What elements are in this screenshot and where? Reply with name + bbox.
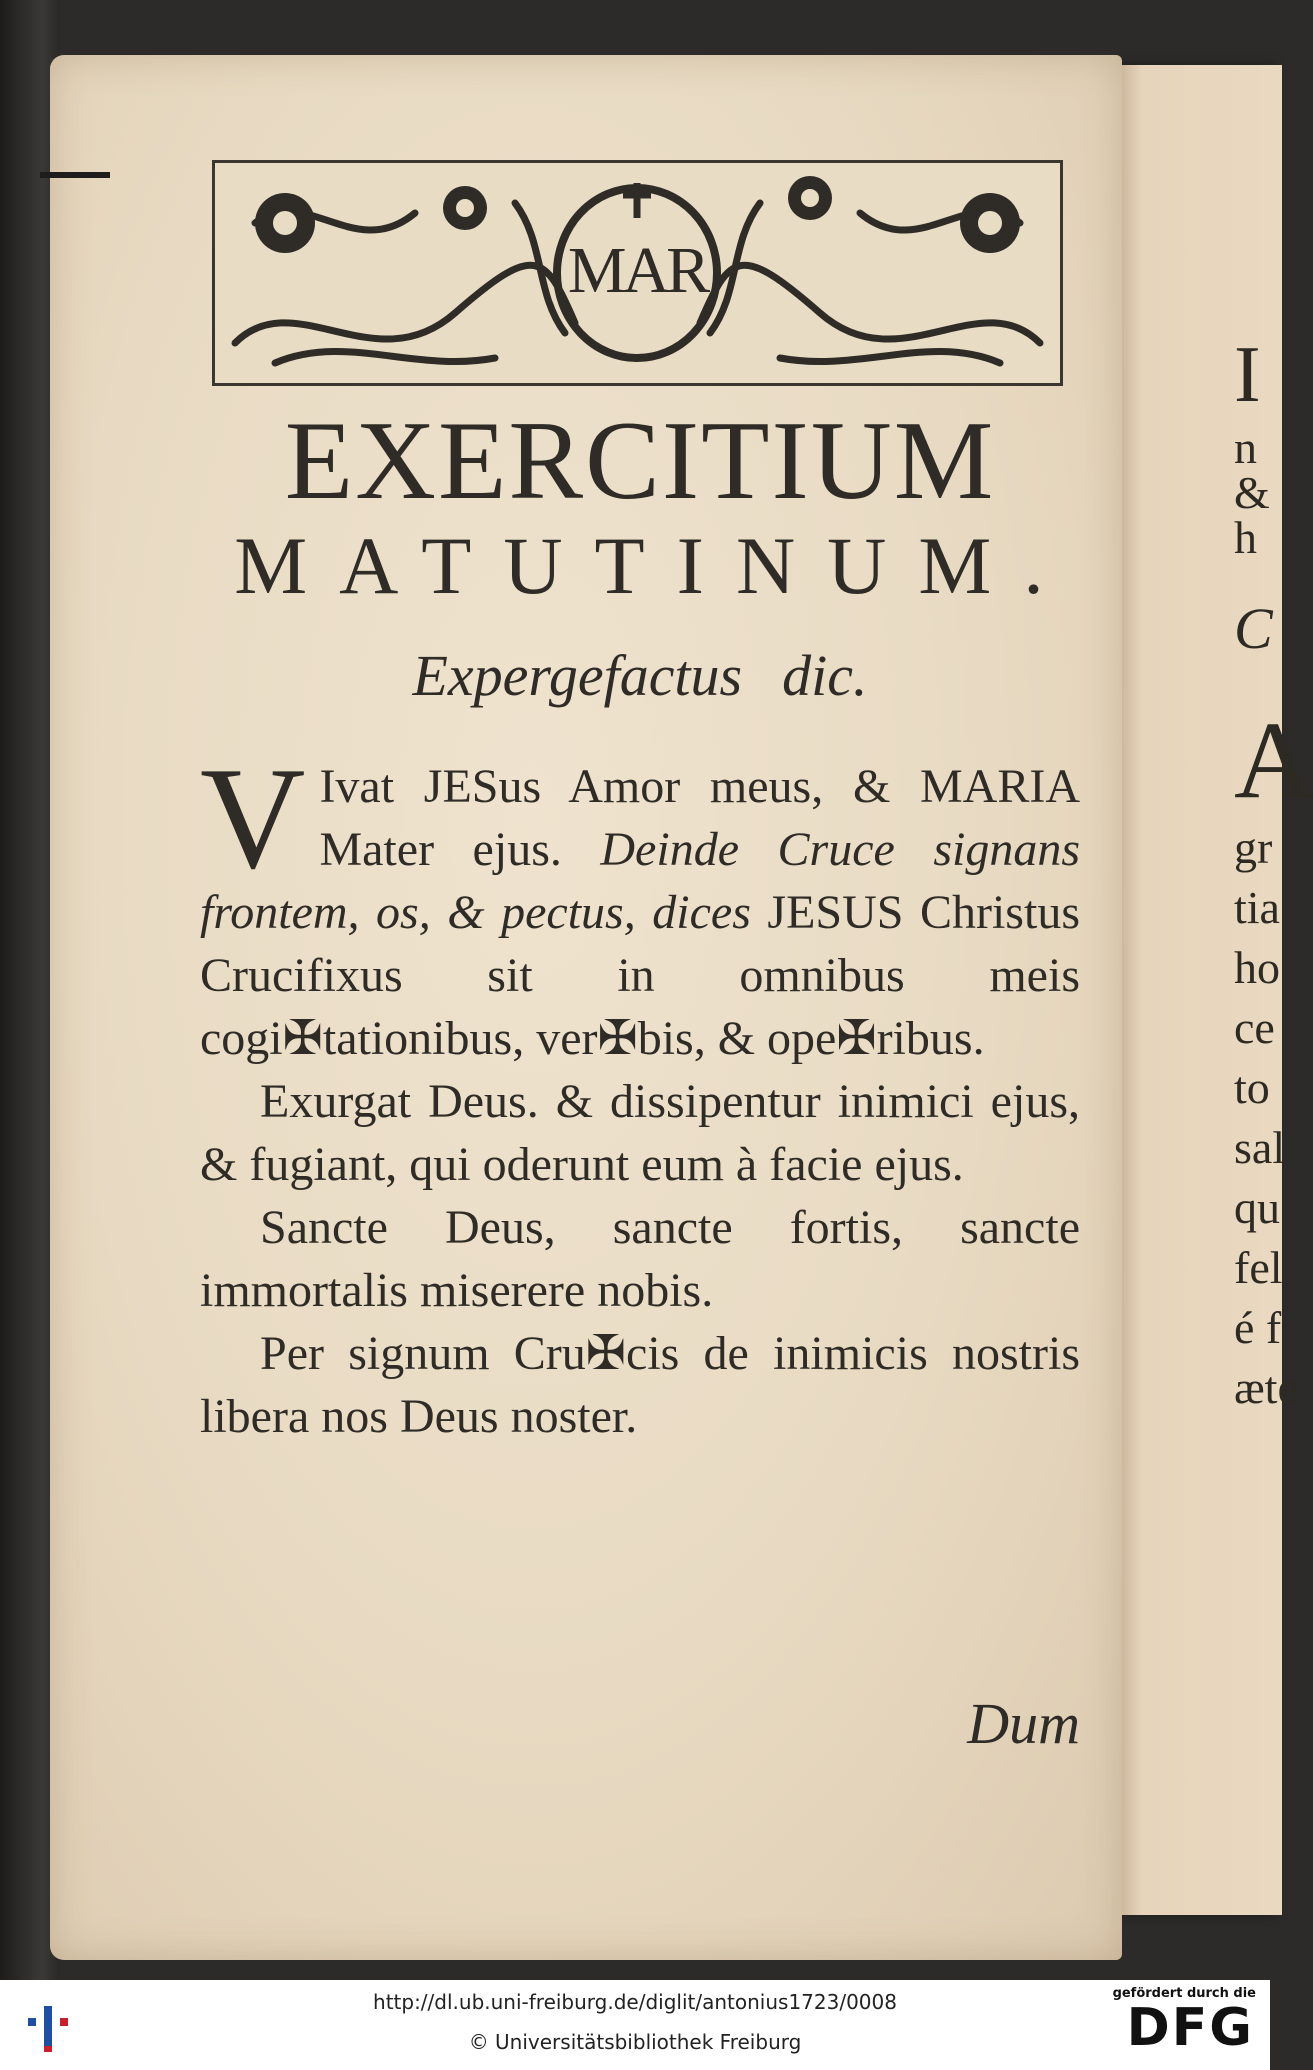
subtitle-word-1: Expergefactus	[412, 643, 743, 708]
page-content	[200, 395, 1080, 1448]
facing-page-fragment: A	[1234, 699, 1313, 821]
subtitle-word-2: dic.	[782, 643, 868, 708]
facing-page-fragment: sal	[1234, 1122, 1286, 1173]
funding-label: gefördert durch die	[1112, 1986, 1256, 2001]
facing-page-fragment: fel	[1234, 1242, 1283, 1293]
facing-page-fragment: ce	[1234, 1002, 1275, 1053]
facing-page-fragment: C	[1234, 596, 1273, 661]
ornament-monogram: MAR	[567, 234, 707, 307]
facing-page-fragment: qu	[1234, 1182, 1280, 1233]
facing-page-fragment: to	[1234, 1062, 1270, 1113]
paragraph-1	[200, 737, 1081, 1070]
viewer-footer	[0, 1980, 1270, 2070]
headpiece-ornament	[212, 160, 1063, 386]
facing-page-fragment: &	[1234, 467, 1270, 518]
title-line-1: EXERCITIUM	[284, 399, 996, 523]
facing-page-fragment: n	[1234, 422, 1257, 473]
paragraph-1-rest: JESUS Christus Crucifixus sit in omnibus meis cogi✠tationibus, ver✠bis, & ope✠ribus.	[200, 886, 1080, 1065]
facing-page-fragment: æte	[1234, 1362, 1298, 1413]
facing-page-fragment: é f	[1234, 1302, 1282, 1353]
catchword: Dum	[967, 1691, 1080, 1756]
title-line-2: MATUTINUM.	[234, 520, 1076, 611]
paragraph-1-roman: Ivat JESus Amor meus, & MARIA Mater ejus.	[319, 760, 1080, 876]
facing-page-fragment: I	[1234, 331, 1261, 419]
facing-page-fragment: tia	[1234, 882, 1280, 933]
facing-page-fragment: h	[1234, 512, 1257, 563]
dfg-logo: DFG	[1126, 1998, 1254, 2058]
copyright-notice: © Universitätsbibliothek Freiburg	[468, 2030, 802, 2054]
facing-page-fragment: ho	[1234, 942, 1280, 993]
subtitle	[200, 643, 1080, 708]
drop-cap: V	[200, 737, 306, 899]
paragraph-2: Exurgat Deus. & dissipentur inimici ejus, & fugiant, qui oderunt eum à facie ejus.	[200, 1075, 1080, 1191]
prayer-text	[200, 737, 1081, 1448]
facing-page-fragment: gr	[1234, 822, 1273, 873]
paragraph-1-rubric: Deinde Cruce signans frontem, os, & pectus, dices	[200, 823, 1081, 939]
paragraph-4: Per signum Cru✠cis de inimicis nostris libera nos Deus noster.	[200, 1327, 1080, 1443]
paragraph-3: Sancte Deus, sancte fortis, sancte immortalis miserere nobis.	[200, 1201, 1080, 1317]
permalink-url[interactable]: http://dl.ub.uni-freiburg.de/diglit/antonius1723/0008	[373, 1990, 897, 2014]
edge-mark	[40, 172, 110, 178]
facing-page-edge	[1122, 65, 1313, 1915]
